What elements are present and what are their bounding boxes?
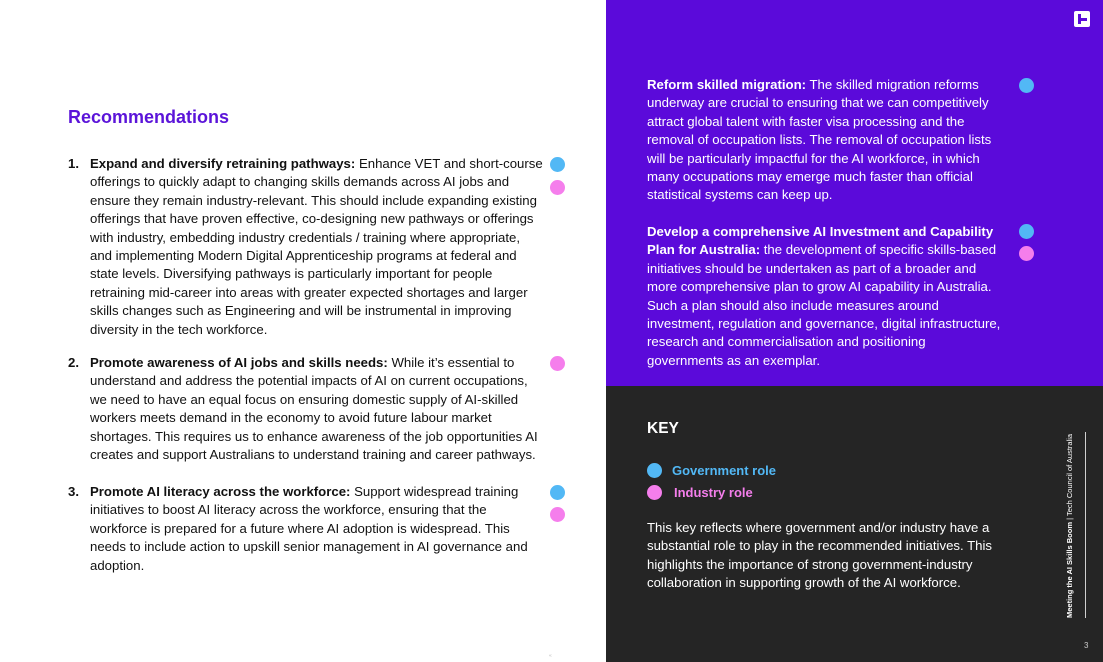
key-panel <box>606 386 1103 662</box>
industry-role-dot-icon <box>647 485 662 500</box>
page-title: Recommendations <box>68 107 230 127</box>
recommendation-5 <box>647 223 1005 370</box>
key-industry-label: Industry role <box>674 485 753 500</box>
running-footer <box>1062 432 1082 618</box>
recommendation-2 <box>68 354 543 464</box>
organisation-name: Tech Council of Australia <box>1065 433 1074 517</box>
government-role-dot-icon <box>1019 78 1034 93</box>
recommendation-text: Enhance VET and short-course offerings to quickly adapt to changing skills demands across AI jobs and ensure they remain industry-relevant. This should include expanding existing offerings that have proven effective, co-designing new pathways or offerings with industry, embedding industry credentials / training where appropriate, and implementing Modern Digital Apprenticeship programs at federal and state levels. Diversifying pathways is particularly important for people retraining mid-career into areas with greater expected shortages and larger skills changes such as Engineering and will be instrumental in improving diversity in the tech workforce. <box>90 156 543 337</box>
government-role-dot-icon <box>550 485 565 500</box>
industry-role-dot-icon <box>550 180 565 195</box>
recommendation-lead: Promote AI literacy across the workforce: <box>90 484 351 499</box>
industry-role-dot-icon <box>1019 246 1034 261</box>
recommendation-lead: Develop a comprehensive AI Investment and Capability Plan for Australia: <box>647 224 994 258</box>
recommendation-lead: Expand and diversify retraining pathways: <box>90 156 356 171</box>
logo-icon <box>1074 11 1090 27</box>
report-title: Meeting the AI Skills Boom <box>1065 522 1074 618</box>
government-role-dot-icon <box>647 463 662 478</box>
recommendation-4 <box>647 76 1005 205</box>
recommendation-3 <box>68 483 543 575</box>
footer-separator: | <box>1065 516 1074 523</box>
industry-role-dot-icon <box>550 507 565 522</box>
recommendation-text: The skilled migration reforms underway are crucial to ensuring that we can competitively attract global talent with faster visa processing and the removal of occupation lists. The removal of occupation lists will be particularly impactful for the AI workforce, in which many occupations may emerge much faster than official statistical systems can keep up. <box>647 77 992 203</box>
government-role-dot-icon <box>1019 224 1034 239</box>
recommendation-number: 3. <box>68 484 79 499</box>
government-role-dot-icon <box>550 157 565 172</box>
recommendation-lead: Promote awareness of AI jobs and skills needs: <box>90 355 388 370</box>
industry-role-dot-icon <box>550 356 565 371</box>
key-title: KEY <box>647 420 679 437</box>
recommendation-1 <box>68 155 543 339</box>
recommendation-text: Support widespread training initiatives to boost AI literacy across the workforce, ensuring that the workforce is prepared for a future where AI adoption is widespread. This needs to include action to upskill senior management in AI governance and adoption. <box>90 484 528 573</box>
recommendation-text: the development of specific skills-based initiatives should be undertaken as part of a broader and more comprehensive plan to grow AI capability in Australia. Such a plan should also include measures around investment, regulation and governance, digital infrastructure, research and commercialisation and positioning governments as an exemplar. <box>647 242 1001 368</box>
recommendation-text: While it’s essential to understand and address the potential impacts of AI on current occupations, we need to have an equal focus on ensuring domestic supply of AI-skilled workers meets demand in the economy to avoid future labour market shortages. This requires us to enhance awareness of the job opportunities AI creates and support Australians to understand training and career pathways. <box>90 355 538 463</box>
footer-divider <box>1085 432 1086 618</box>
page-mark: « <box>549 653 552 659</box>
key-government-label: Government role <box>672 463 777 478</box>
recommendation-lead: Reform skilled migration: <box>647 77 807 92</box>
recommendation-number: 1. <box>68 156 79 171</box>
purple-panel <box>606 0 1103 386</box>
recommendation-number: 2. <box>68 355 79 370</box>
page-number: 3 <box>1084 641 1089 650</box>
key-description: This key reflects where government and/or industry have a substantial role to play in the recommended initiatives. This highlights the importance of strong government-industry collaboration in supporting growth of the AI workforce. <box>647 520 993 591</box>
